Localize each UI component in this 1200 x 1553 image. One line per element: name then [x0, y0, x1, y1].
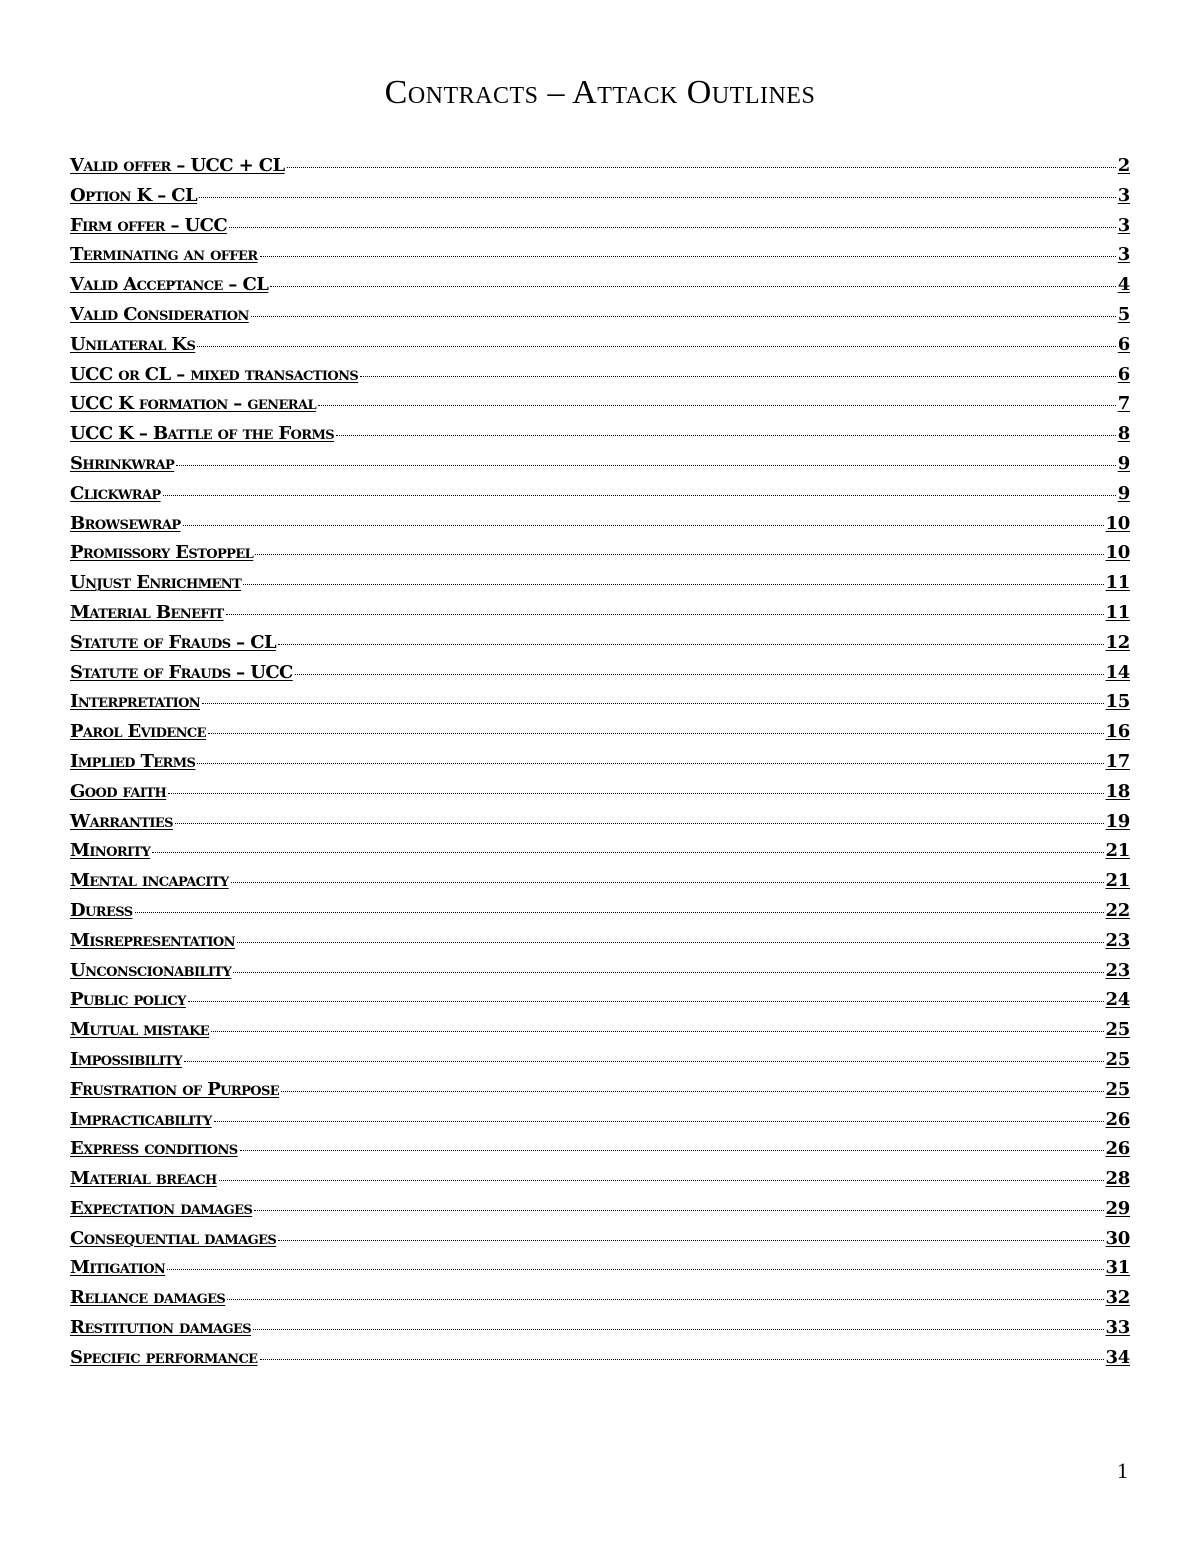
toc-entry-label: Valid offer – UCC + CL [70, 155, 285, 176]
toc-entry-label: Unconscionability [70, 959, 232, 981]
toc-dot-leader [163, 495, 1116, 496]
toc-dot-leader [219, 1180, 1104, 1181]
toc-dot-leader [360, 376, 1116, 377]
toc-entry-page: 9 [1117, 452, 1130, 474]
toc-entry[interactable] [70, 393, 1130, 423]
toc-entry-label: Promissory Estoppel [70, 542, 254, 564]
toc-entry-page: 18 [1105, 780, 1130, 802]
toc-entry-label: Public policy [70, 989, 186, 1011]
toc-entry-label: Valid Acceptance – CL [70, 274, 269, 296]
toc-entry-page: 6 [1117, 333, 1130, 355]
toc-dot-leader [231, 882, 1104, 883]
toc-dot-leader [260, 256, 1116, 257]
toc-entry-page: 11 [1105, 601, 1130, 623]
toc-entry-label: Browsewrap [70, 512, 181, 534]
toc-dot-leader [183, 525, 1104, 526]
toc-entry-label: Express conditions [70, 1138, 238, 1160]
toc-entry[interactable] [70, 840, 1130, 870]
toc-entry-page: 25 [1105, 1048, 1130, 1070]
toc-entry-page: 4 [1117, 274, 1130, 296]
toc-entry-page: 5 [1117, 303, 1130, 325]
toc-dot-leader [233, 972, 1103, 973]
toc-entry[interactable] [70, 185, 1130, 215]
toc-dot-leader [226, 614, 1104, 615]
toc-entry-label: Reliance damages [70, 1287, 226, 1309]
toc-dot-leader [240, 1150, 1104, 1151]
toc-entry[interactable] [70, 900, 1130, 930]
toc-dot-leader [227, 1299, 1103, 1300]
toc-entry[interactable] [70, 662, 1130, 692]
toc-entry-page: 25 [1105, 1078, 1130, 1100]
toc-dot-leader [287, 167, 1116, 168]
toc-entry[interactable] [70, 423, 1130, 453]
toc-entry[interactable] [70, 572, 1130, 602]
toc-entry-page: 10 [1105, 542, 1130, 564]
toc-dot-leader [197, 346, 1115, 347]
toc-entry-label: Duress [70, 899, 133, 921]
toc-dot-leader [253, 1329, 1103, 1330]
toc-entry-label: Clickwrap [70, 482, 161, 504]
toc-dot-leader [167, 1269, 1103, 1270]
toc-dot-leader [251, 316, 1116, 317]
toc-dot-leader [208, 733, 1104, 734]
toc-entry-label: Frustration of Purpose [70, 1078, 280, 1100]
toc-entry[interactable] [70, 1138, 1130, 1168]
toc-entry-page: 3 [1117, 184, 1130, 206]
toc-entry[interactable] [70, 1168, 1130, 1198]
toc-entry[interactable] [70, 811, 1130, 841]
toc-entry-label: UCC K formation – general [70, 393, 316, 415]
toc-entry-page: 8 [1117, 423, 1130, 445]
toc-dot-leader [202, 703, 1103, 704]
toc-entry-label: Interpretation [70, 691, 201, 713]
toc-entry[interactable] [70, 781, 1130, 811]
toc-entry[interactable] [70, 1109, 1130, 1139]
toc-entry-page: 30 [1105, 1227, 1130, 1249]
toc-dot-leader [197, 763, 1103, 764]
toc-entry[interactable] [70, 632, 1130, 662]
toc-entry-page: 33 [1105, 1317, 1130, 1339]
toc-entry-page: 26 [1105, 1138, 1130, 1160]
toc-entry[interactable] [70, 1079, 1130, 1109]
toc-entry-label: Impossibility [70, 1048, 182, 1070]
toc-entry-label: Specific performance [70, 1346, 258, 1368]
toc-dot-leader [278, 1240, 1103, 1241]
toc-entry-page: 3 [1117, 214, 1130, 236]
toc-entry-page: 12 [1105, 631, 1130, 653]
toc-entry-label: Expectation damages [70, 1197, 253, 1219]
toc-dot-leader [175, 823, 1104, 824]
toc-entry-label: Misrepresentation [70, 929, 235, 951]
toc-entry[interactable] [70, 364, 1130, 394]
toc-dot-leader [152, 852, 1103, 853]
toc-entry-label: Warranties [70, 810, 173, 832]
toc-entry-label: Valid Consideration [70, 303, 249, 325]
toc-entry-page: 31 [1105, 1257, 1130, 1279]
toc-dot-leader [318, 405, 1116, 406]
toc-entry-label: Firm offer – UCC [70, 214, 228, 236]
toc-entry-page: 9 [1117, 482, 1130, 504]
toc-entry-page: 15 [1105, 691, 1130, 713]
toc-entry-label: Unilateral Ks [70, 333, 196, 355]
toc-entry-label: Mitigation [70, 1257, 166, 1279]
toc-dot-leader [260, 1359, 1104, 1360]
toc-entry[interactable] [70, 1049, 1130, 1079]
toc-entry-label: Unjust Enrichment [70, 572, 242, 594]
toc-dot-leader [255, 554, 1103, 555]
toc-entry[interactable] [70, 870, 1130, 900]
toc-entry-page: 6 [1117, 363, 1130, 385]
toc-dot-leader [278, 644, 1104, 645]
toc-entry[interactable] [70, 989, 1130, 1019]
toc-entry[interactable] [70, 602, 1130, 632]
toc-entry-page: 32 [1105, 1287, 1130, 1309]
toc-dot-leader [254, 1210, 1103, 1211]
toc-entry-label: Mental incapacity [70, 870, 229, 892]
toc-dot-leader [184, 1061, 1104, 1062]
toc-dot-leader [270, 286, 1116, 287]
toc-entry-page: 11 [1105, 572, 1130, 594]
toc-dot-leader [229, 227, 1116, 228]
toc-dot-leader [199, 197, 1116, 198]
toc-entry[interactable] [70, 542, 1130, 572]
toc-entry[interactable] [70, 930, 1130, 960]
toc-dot-leader [295, 674, 1104, 675]
toc-entry[interactable] [70, 1287, 1130, 1317]
toc-entry-label: Statute of Frauds – UCC [70, 661, 293, 683]
toc-entry-page: 28 [1105, 1168, 1130, 1190]
toc-entry-page: 23 [1105, 959, 1130, 981]
toc-entry[interactable] [70, 513, 1130, 543]
toc-dot-leader [281, 1091, 1103, 1092]
toc-entry[interactable] [70, 691, 1130, 721]
toc-dot-leader [211, 1031, 1103, 1032]
toc-entry-label: Implied Terms [70, 750, 196, 772]
toc-entry-label: UCC K – Battle of the Forms [70, 423, 335, 445]
toc-entry-page: 14 [1105, 661, 1130, 683]
toc-dot-leader [237, 942, 1104, 943]
toc-entry-label: Restitution damages [70, 1317, 252, 1339]
toc-entry[interactable] [70, 244, 1130, 274]
toc-entry-page: 26 [1105, 1108, 1130, 1130]
toc-entry[interactable] [70, 751, 1130, 781]
toc-entry[interactable] [70, 274, 1130, 304]
toc-entry-page: 10 [1105, 512, 1130, 534]
toc-entry-label: UCC or CL – mixed transactions [70, 363, 359, 385]
toc-entry-page: 17 [1105, 750, 1130, 772]
toc-dot-leader [135, 912, 1104, 913]
toc-entry-page: 22 [1105, 899, 1130, 921]
toc-entry[interactable] [70, 334, 1130, 364]
page-title: Contracts – Attack Outlines [384, 74, 816, 111]
page-number: 1 [1117, 1458, 1128, 1483]
toc-entry-page: 34 [1105, 1346, 1130, 1368]
toc-entry[interactable] [70, 215, 1130, 245]
toc-dot-leader [243, 584, 1103, 585]
toc-entry[interactable] [70, 304, 1130, 334]
toc-entry[interactable] [70, 1198, 1130, 1228]
toc-entry-page: 2 [1117, 155, 1130, 176]
toc-entry-page: 24 [1105, 989, 1130, 1011]
toc-entry-page: 7 [1117, 393, 1130, 415]
toc-entry-label: Option K – CL [70, 184, 198, 206]
toc-entry[interactable] [70, 960, 1130, 990]
toc-entry-label: Minority [70, 840, 151, 862]
table-of-contents [70, 155, 1130, 1377]
toc-entry-page: 29 [1105, 1197, 1130, 1219]
toc-entry-label: Material Benefit [70, 601, 224, 623]
toc-dot-leader [188, 1001, 1104, 1002]
toc-entry-label: Shrinkwrap [70, 452, 175, 474]
toc-dot-leader [168, 793, 1103, 794]
toc-entry-label: Statute of Frauds – CL [70, 631, 277, 653]
toc-dot-leader [336, 435, 1116, 436]
toc-entry-label: Parol Evidence [70, 721, 206, 743]
toc-entry[interactable] [70, 1347, 1130, 1377]
toc-entry-page: 25 [1105, 1019, 1130, 1041]
toc-entry-label: Good faith [70, 780, 167, 802]
toc-entry[interactable] [70, 721, 1130, 751]
toc-entry-label: Consequential damages [70, 1227, 277, 1249]
toc-entry-label: Terminating an offer [70, 244, 258, 266]
toc-dot-leader [176, 465, 1116, 466]
toc-entry-page: 19 [1105, 810, 1130, 832]
toc-entry-page: 23 [1105, 929, 1130, 951]
toc-entry[interactable] [70, 1228, 1130, 1258]
toc-entry[interactable] [70, 453, 1130, 483]
toc-entry[interactable] [70, 155, 1130, 185]
toc-entry[interactable] [70, 1317, 1130, 1347]
toc-entry-label: Impracticability [70, 1108, 212, 1130]
toc-entry-page: 21 [1105, 840, 1130, 862]
toc-entry-label: Mutual mistake [70, 1019, 210, 1041]
toc-entry[interactable] [70, 483, 1130, 513]
toc-entry[interactable] [70, 1257, 1130, 1287]
toc-entry-page: 21 [1105, 870, 1130, 892]
toc-entry[interactable] [70, 1019, 1130, 1049]
toc-dot-leader [214, 1121, 1104, 1122]
toc-entry-page: 3 [1117, 244, 1130, 266]
toc-entry-label: Material breach [70, 1168, 217, 1190]
toc-entry-page: 16 [1105, 721, 1130, 743]
